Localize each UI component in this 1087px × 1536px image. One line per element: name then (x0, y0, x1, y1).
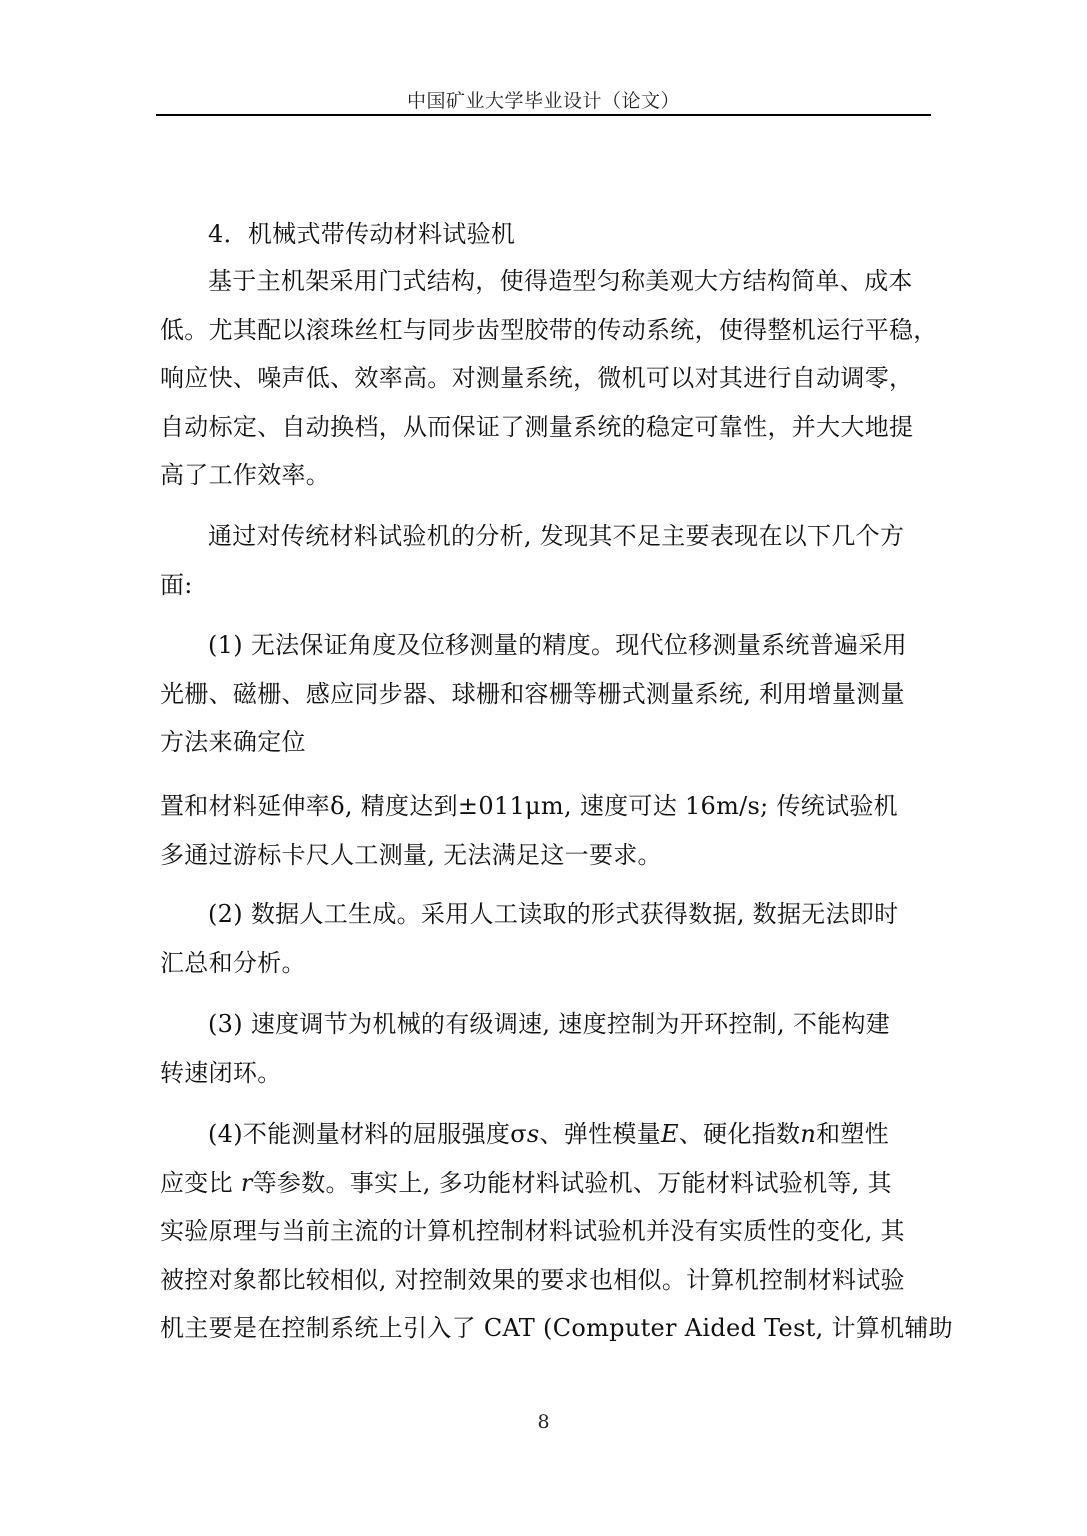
paragraph-line: 自动标定、自动换档，从而保证了测量系统的稳定可靠性，并大大地提 (160, 412, 914, 441)
paragraph-6 (160, 1000, 935, 1097)
paragraph-line: 高了工作效率。 (160, 461, 331, 489)
paragraph-7 (160, 1110, 953, 1353)
symbol-r: r (240, 1168, 253, 1197)
symbol-e: E (661, 1120, 679, 1148)
paragraph-line: 机主要是在控制系统上引入了 CAT (Computer Aided Test, 计算机辅助 (160, 1314, 953, 1342)
paragraph-line: 方法来确定位 (160, 728, 306, 756)
paragraph-line: (1) 无法保证角度及位移测量的精度。现代位移测量系统普遍采用 (208, 631, 907, 659)
paragraph-1 (160, 257, 938, 500)
paragraph-line: 光栅、磁栅、感应同步器、球栅和容栅等栅式测量系统, 利用增量测量 (160, 679, 905, 708)
paragraph-line: (3) 速度调节为机械的有级调速, 速度控制为开环控制, 不能构建 (208, 1010, 891, 1038)
text-run: (4)不能测量材料的屈服强度σ (208, 1120, 527, 1148)
paragraph-line: 实验原理与当前主流的计算机控制材料试验机并没有实质性的变化, 其 (160, 1217, 905, 1245)
page-number: 8 (537, 1411, 550, 1433)
paragraph-4 (160, 782, 935, 879)
paragraph-line: 响应快、噪声低、效率高。对测量系统，微机可以对其进行自动调零， (160, 364, 914, 392)
header-divider (156, 114, 931, 116)
paragraph-line (160, 1110, 935, 1159)
paragraph-line: 基于主机架采用门式结构，使得造型匀称美观大方结构简单、成本 (208, 267, 913, 295)
paragraph-line: 汇总和分析。 (160, 948, 306, 977)
text-run: 、弹性模量 (539, 1120, 662, 1148)
paragraph-line: (2) 数据人工生成。采用人工读取的形式获得数据, 数据无法即时 (208, 900, 899, 928)
paragraph-5 (160, 890, 935, 987)
paragraph-line: 通过对传统材料试验机的分析, 发现其不足主要表现在以下几个方 (208, 522, 905, 550)
paragraph-line: 多通过游标卡尺人工测量, 无法满足这一要求。 (160, 840, 662, 869)
text-run: 等参数。事实上, 多功能材料试验机、万能材料试验机等, 其 (252, 1168, 892, 1197)
paragraph-line: 置和材料延伸率δ, 精度达到±011μm, 速度可达 16m/s; 传统试验机 (160, 792, 898, 820)
paragraph-line: 被控对象都比较相似, 对控制效果的要求也相似。计算机控制材料试验 (160, 1265, 905, 1294)
paragraph-line: 面: (160, 570, 193, 599)
text-run: 和塑性 (816, 1120, 890, 1148)
paragraph-line: 低。尤其配以滚珠丝杠与同步齿型胶带的传动系统，使得整机运行平稳， (160, 315, 938, 344)
page-header-title: 中国矿业大学毕业设计（论文） (406, 90, 680, 112)
section-heading: 4．机械式带传动材料试验机 (208, 220, 516, 248)
symbol-n: n (800, 1120, 817, 1148)
text-run: 应变比 (160, 1168, 241, 1197)
symbol-s: s (526, 1120, 540, 1148)
text-run: 、硬化指数 (678, 1120, 801, 1148)
paragraph-line (160, 1159, 935, 1208)
paragraph-line: 转速闭环。 (160, 1058, 282, 1087)
paragraph-3 (160, 621, 935, 767)
paragraph-2 (160, 512, 935, 609)
